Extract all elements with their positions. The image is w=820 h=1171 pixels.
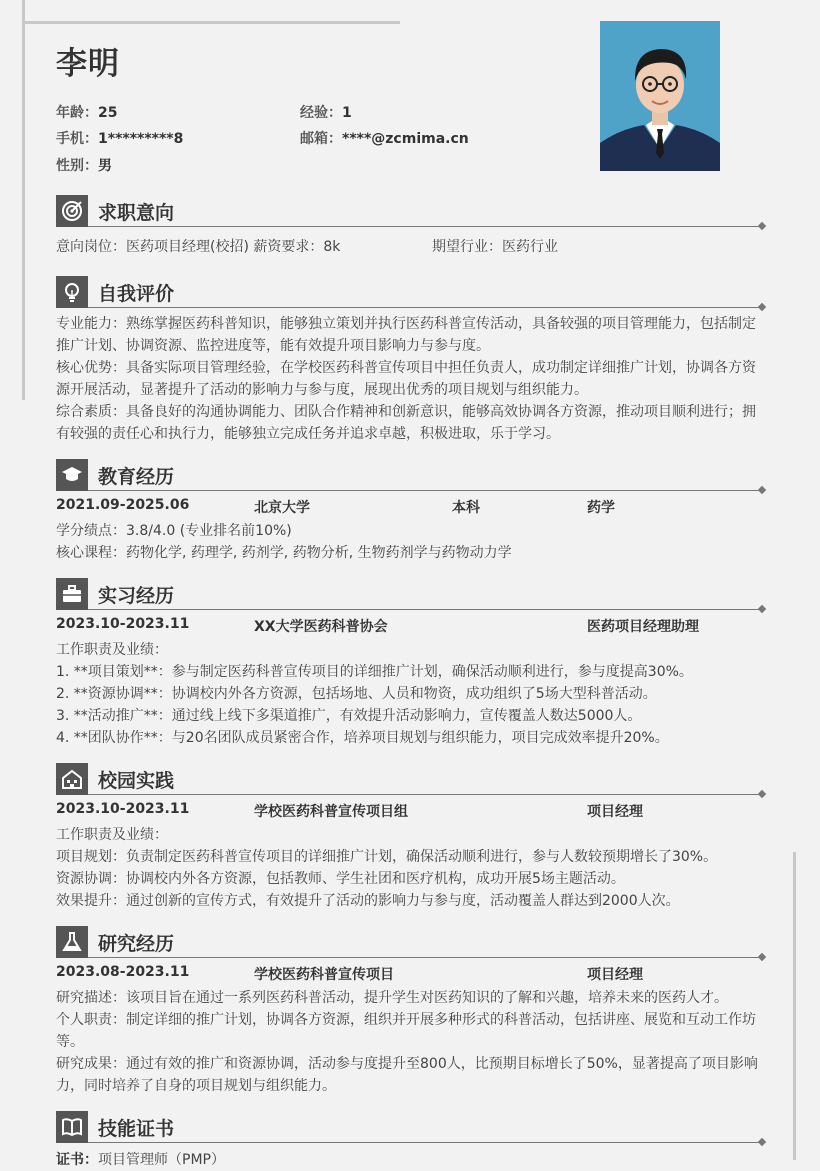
skills-section <box>56 1111 765 1171</box>
internship-section <box>56 578 765 749</box>
divider-end-dot <box>758 222 766 230</box>
research-row <box>56 964 765 986</box>
campus-line: 项目规划：负责制定医药科普宣传项目的详细推广计划，确保活动顺利进行，参与人数较预期增长了30%。 <box>56 849 718 865</box>
certificate-label: 证书： <box>56 1152 98 1168</box>
self-eval-paragraph: 专业能力：熟练掌握医药科普知识，能够独立策划并执行医药科普宣传活动，具备较强的项目管理能力，包括制定推广计划、协调资源、监控进度等，能有效提升项目影响力与参与度。 <box>56 316 756 354</box>
intent-industry: 期望行业：医药行业 <box>432 239 558 255</box>
section-divider <box>88 226 761 227</box>
phone-label: 手机： <box>56 131 98 147</box>
research-paragraph: 研究成果：通过有效的推广和资源协调，活动参与度提升至800人，比预期目标增长了50%，显著提高了项目影响力，同时培养了自身的项目规划与组织能力。 <box>56 1056 758 1094</box>
campus-period: 2023.10-2023.11 <box>56 801 190 817</box>
phone-field <box>56 128 183 148</box>
age-field <box>56 102 117 122</box>
phone-value: 1*********8 <box>98 131 184 147</box>
divider-end-dot <box>758 790 766 798</box>
book-icon <box>56 1111 88 1143</box>
campus-line: 效果提升：通过创新的宣传方式，有效提升了活动的影响力与参与度，活动覆盖人群达到2000人次。 <box>56 893 680 909</box>
divider-end-dot <box>758 605 766 613</box>
briefcase-icon <box>56 578 88 610</box>
gender-value: 男 <box>98 158 112 174</box>
internship-line: 2. **资源协调**：协调校内外各方资源，包括场地、人员和物资，成功组织了5场大型科普活动。 <box>56 686 657 702</box>
research-paragraph: 个人职责：制定详细的推广计划，协调各方资源，组织并开展多种形式的科普活动，包括讲座、展览和互动工作坊等。 <box>56 1012 756 1050</box>
section-divider <box>88 490 761 491</box>
internship-row <box>56 616 765 638</box>
campus-line: 资源协调：协调校内外各方资源，包括教师、学生社团和医疗机构，成功开展5场主题活动。 <box>56 871 625 887</box>
education-detail: 核心课程：药物化学, 药理学, 药剂学, 药物分析, 生物药剂学与药物动力学 <box>56 545 512 561</box>
divider-end-dot <box>758 1138 766 1146</box>
section-header <box>56 578 765 610</box>
education-section <box>56 459 765 564</box>
section-divider <box>88 794 761 795</box>
decorative-horizontal-line <box>22 21 400 24</box>
research-section <box>56 926 765 1097</box>
divider-end-dot <box>758 953 766 961</box>
self-evaluation-section <box>56 276 765 445</box>
section-divider <box>88 1142 761 1143</box>
campus-org: 学校医药科普宣传项目组 <box>254 804 408 820</box>
research-period: 2023.08-2023.11 <box>56 964 190 980</box>
section-divider <box>88 957 761 958</box>
section-title: 研究经历 <box>98 933 175 955</box>
section-header <box>56 1111 765 1143</box>
research-role: 项目经理 <box>587 967 643 983</box>
age-value: 25 <box>98 105 118 121</box>
decorative-vertical-line <box>22 0 25 400</box>
target-icon <box>56 195 88 227</box>
decorative-vertical-line-right <box>793 852 796 1160</box>
education-detail: 学分绩点：3.8/4.0 (专业排名前10%) <box>56 523 292 539</box>
section-header <box>56 763 765 795</box>
gender-label: 性别： <box>56 158 98 174</box>
job-intent-section <box>56 195 765 258</box>
campus-practice-section <box>56 763 765 912</box>
research-paragraph: 研究描述：该项目旨在通过一系列医药科普活动，提升学生对医药知识的了解和兴趣，培养未来的医药人才。 <box>56 990 728 1006</box>
email-field <box>300 128 469 148</box>
internship-line: 工作职责及业绩： <box>56 642 168 658</box>
section-title: 校园实践 <box>98 770 175 792</box>
age-label: 年龄： <box>56 105 98 121</box>
internship-line: 4. **团队协作**：与20名团队成员紧密合作，培养项目规划与组织能力，项目完成效率提升20%。 <box>56 730 669 746</box>
self-eval-paragraph: 核心优势：具备实际项目管理经验，在学校医药科普宣传项目中担任负责人，成功制定详细推广计划，协调各方资源开展活动，显著提升了活动的影响力与参与度，展现出优秀的项目规划与组织能力。 <box>56 360 756 398</box>
section-header <box>56 276 765 308</box>
internship-line: 3. **活动推广**：通过线上线下多渠道推广，有效提升活动影响力，宣传覆盖人数达5000人。 <box>56 708 642 724</box>
research-org: 学校医药科普宣传项目 <box>254 967 394 983</box>
profile-photo <box>600 21 720 171</box>
intent-position: 意向岗位：医药项目经理(校招) 薪资要求：8k <box>56 239 341 255</box>
experience-field <box>300 102 352 122</box>
section-title: 自我评价 <box>98 283 175 305</box>
section-header <box>56 926 765 958</box>
education-period: 2021.09-2025.06 <box>56 497 190 513</box>
section-divider <box>88 609 761 610</box>
experience-value: 1 <box>342 105 352 121</box>
divider-end-dot <box>758 486 766 494</box>
experience-label: 经验： <box>300 105 342 121</box>
internship-period: 2023.10-2023.11 <box>56 616 190 632</box>
divider-end-dot <box>758 303 766 311</box>
section-header <box>56 195 765 227</box>
campus-line: 工作职责及业绩： <box>56 827 168 843</box>
bulb-icon <box>56 276 88 308</box>
self-eval-paragraph: 综合素质：具备良好的沟通协调能力、团队合作精神和创新意识，能够高效协调各方资源，推动项目顺利进行；拥有较强的责任心和执行力，能够独立完成任务并追求卓越，积极进取，乐于学习。 <box>56 404 756 442</box>
campus-row <box>56 801 765 823</box>
section-header <box>56 459 765 491</box>
section-title: 实习经历 <box>98 585 175 607</box>
section-title: 求职意向 <box>98 202 175 224</box>
certificate-value: 项目管理师（PMP） <box>98 1152 225 1168</box>
email-value: ****@zcmima.cn <box>342 131 469 147</box>
section-divider <box>88 307 761 308</box>
education-school: 北京大学 <box>254 500 310 516</box>
candidate-name: 李明 <box>56 46 120 82</box>
education-degree: 本科 <box>452 500 480 516</box>
gender-field <box>56 155 112 175</box>
graduation-cap-icon <box>56 459 88 491</box>
flask-icon <box>56 926 88 958</box>
education-row <box>56 497 765 519</box>
internship-line: 1. **项目策划**：参与制定医药科普宣传项目的详细推广计划，确保活动顺利进行，参与度提高30%。 <box>56 664 693 680</box>
building-icon <box>56 763 88 795</box>
certificate-line <box>56 1149 765 1171</box>
internship-role: 医药项目经理助理 <box>587 619 699 635</box>
campus-role: 项目经理 <box>587 804 643 820</box>
education-major: 药学 <box>587 500 615 516</box>
section-title: 技能证书 <box>98 1118 175 1140</box>
email-label: 邮箱： <box>300 131 342 147</box>
section-title: 教育经历 <box>98 466 175 488</box>
internship-org: XX大学医药科普协会 <box>254 619 388 635</box>
